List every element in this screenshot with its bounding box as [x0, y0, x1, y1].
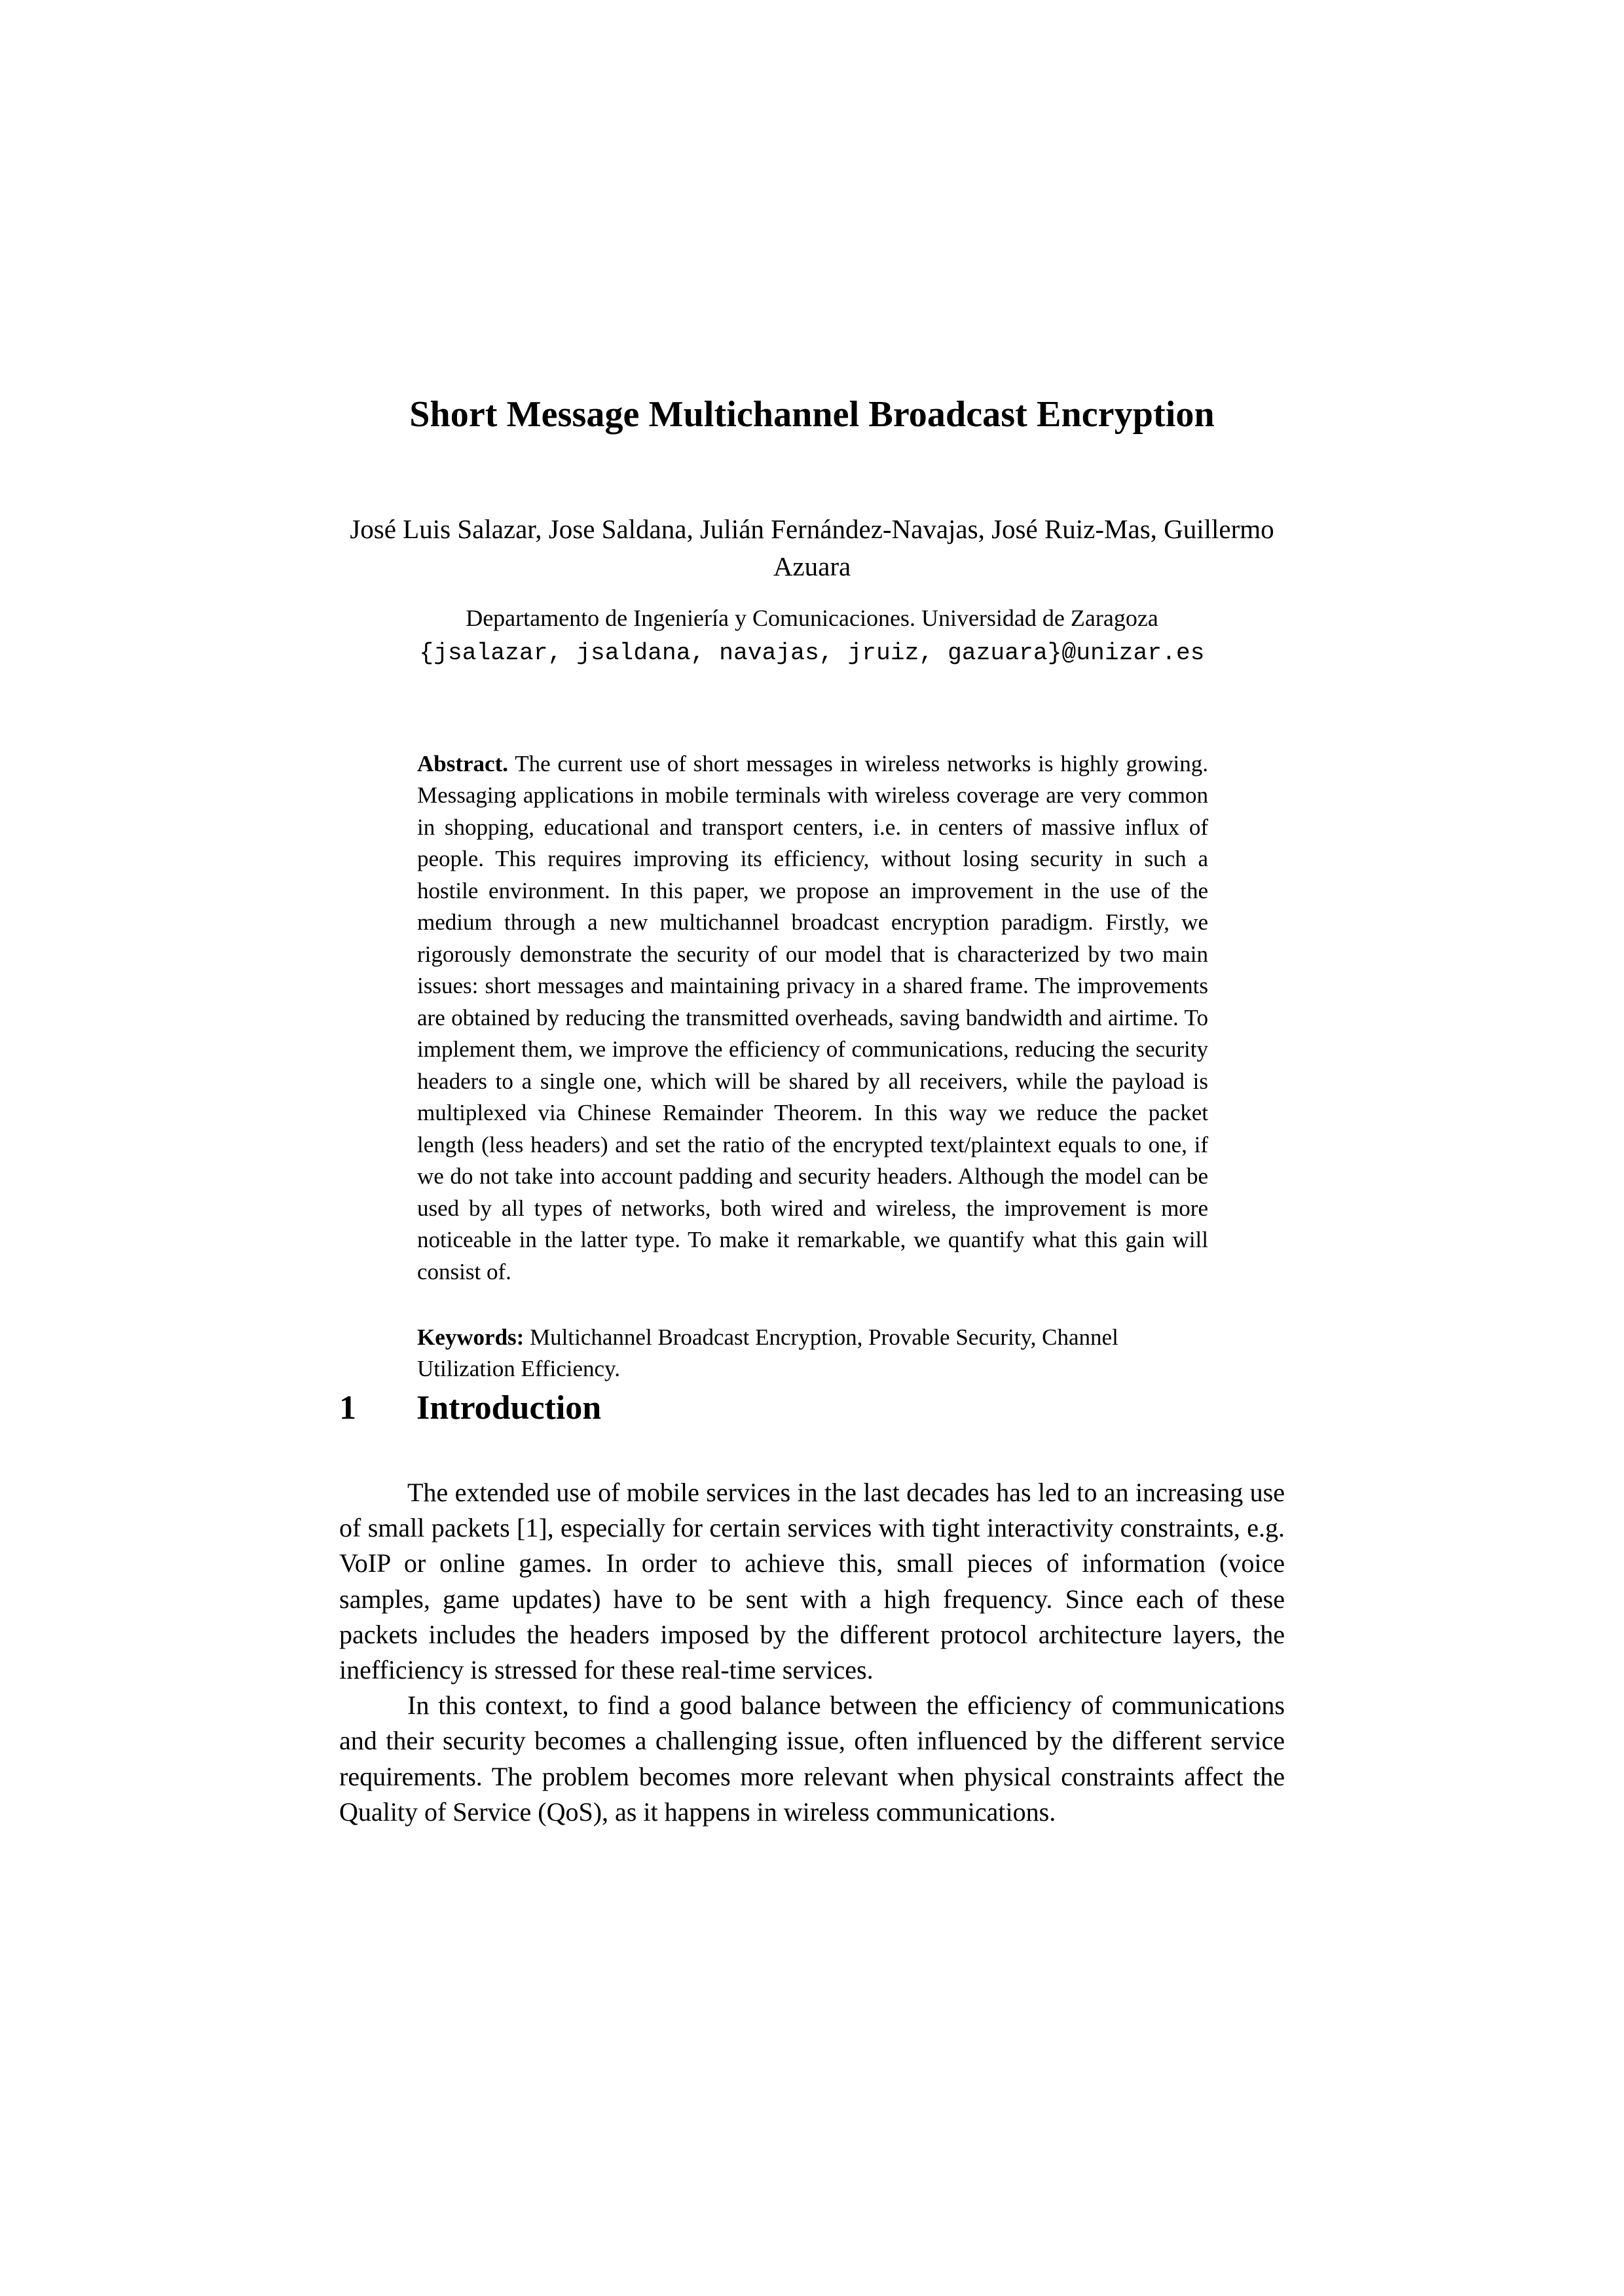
- affiliation-email: {jsalazar, jsaldana, navajas, jruiz, gazuara}@unizar.es: [419, 640, 1205, 667]
- body-paragraph: In this context, to find a good balance between the efficiency of communications and their security becomes a challenging issue, often influenced by the different service requirements. The problem becomes more relevant when physical constraints affect the Quality of Service (QoS), as it happens in wireless communications.: [339, 1690, 1285, 1827]
- keywords-paragraph: [417, 1322, 1208, 1385]
- section-number: 1: [339, 1389, 356, 1427]
- author-list-line-1: José Luis Salazar, Jose Saldana, Julián Fernández-Navajas, José Ruiz-Mas, Guillermo: [350, 514, 1274, 544]
- title-block: [288, 393, 1336, 436]
- abstract-paragraph: [417, 748, 1208, 1288]
- abstract-label: Abstract.: [417, 751, 508, 776]
- keywords-label: Keywords:: [417, 1324, 525, 1350]
- abstract-block: [417, 748, 1208, 1385]
- author-list-line-2: Azuara: [773, 551, 851, 581]
- section-heading-introduction: [339, 1388, 1289, 1429]
- abstract-text: The current use of short messages in wireless networks is highly growing. Messaging applications in mobile terminals with wireless coverage are very common in shopping, educational and transport centers, i.e. in centers of massive influx of people. This requires improving its efficiency, without losing security in such a hostile environment. In this paper, we propose an improvement in the use of the medium through a new multichannel broadcast encryption paradigm. Firstly, we rigorously demonstrate the security of our model that is characterized by two main issues: short messages and maintaining privacy in a shared frame. The improvements are obtained by reducing the transmitted overheads, saving bandwidth and airtime. To implement them, we improve the efficiency of communications, reducing the security headers to a single one, which will be shared by all receivers, while the payload is multiplexed via Chinese Remainder Theorem. In this way we reduce the packet length (less headers) and set the ratio of the encrypted text/plaintext equals to one, if we do not take into account padding and security headers. Although the model can be used by all types of networks, both wired and wireless, the improvement is more noticeable in the latter type. To make it remarkable, we quantify what this gain will consist of.: [417, 751, 1208, 1285]
- body-paragraph: The extended use of mobile services in the last decades has led to an increasing use of small packets [1], especially for certain services with tight interactivity constraints, e.g. VoIP or online games. In order to achieve this, small pieces of information (voice samples, game updates) have to be sent with a high frequency. Since each of these packets includes the headers imposed by the different protocol architecture layers, the inefficiency is stressed for these real-time services.: [339, 1478, 1285, 1685]
- authors-block: [327, 511, 1297, 585]
- section-body-introduction: [339, 1475, 1285, 1830]
- section-title: Introduction: [416, 1389, 602, 1427]
- affiliation-department: Departamento de Ingeniería y Comunicaciones. Universidad de Zaragoza: [466, 605, 1158, 631]
- affiliation-block: [341, 602, 1283, 669]
- page-title: Short Message Multichannel Broadcast Encryption: [409, 394, 1215, 435]
- keywords-text: Multichannel Broadcast Encryption, Provable Security, Channel Utilization Efficiency.: [417, 1324, 1118, 1382]
